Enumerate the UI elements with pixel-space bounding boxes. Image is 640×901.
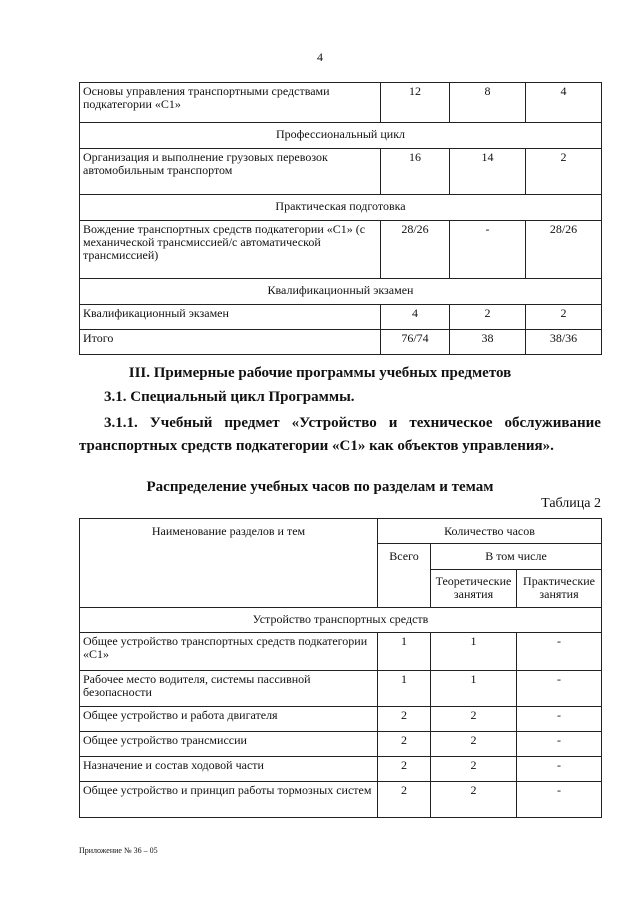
row-total: 76/74 bbox=[381, 330, 450, 355]
column-header-total: Всего bbox=[378, 544, 431, 608]
heading-word: Учебный bbox=[149, 415, 213, 431]
row-name: Общее устройство трансмиссии bbox=[80, 732, 378, 757]
table-row bbox=[80, 221, 602, 279]
row-practice: 2 bbox=[526, 149, 602, 195]
section-name: Профессиональный цикл bbox=[80, 123, 602, 149]
row-total: 1 bbox=[378, 671, 431, 707]
column-header-theory: Теоретические занятия bbox=[431, 570, 517, 608]
table-row bbox=[80, 305, 602, 330]
heading-word: предмет bbox=[224, 415, 280, 431]
row-name: Итого bbox=[80, 330, 381, 355]
subject-heading-line1 bbox=[104, 415, 601, 432]
row-name: Назначение и состав ходовой части bbox=[80, 757, 378, 782]
heading-word: и bbox=[388, 415, 398, 431]
section-heading: III. Примерные рабочие программы учебных предметов bbox=[128, 365, 512, 381]
distribution-heading: Распределение учебных часов по разделам и темам bbox=[146, 479, 494, 495]
row-theory: 1 bbox=[431, 633, 517, 671]
table-row bbox=[80, 671, 602, 707]
row-theory: 2 bbox=[450, 305, 526, 330]
heading-word: техническое bbox=[409, 415, 493, 431]
row-name: Общее устройство транспортных средств подкатегории «С1» bbox=[80, 633, 378, 671]
row-theory: 8 bbox=[450, 83, 526, 123]
row-theory: 2 bbox=[431, 782, 517, 818]
table-row bbox=[80, 707, 602, 732]
row-total: 28/26 bbox=[381, 221, 450, 279]
row-total: 4 bbox=[381, 305, 450, 330]
row-name: Организация и выполнение грузовых перевозок автомобильным транспортом bbox=[80, 149, 381, 195]
heading-word: обслуживание bbox=[504, 415, 601, 431]
row-name: Основы управления транспортными средствами подкатегории «С1» bbox=[80, 83, 381, 123]
row-name: Общее устройство и работа двигателя bbox=[80, 707, 378, 732]
page-number: 4 bbox=[317, 50, 323, 64]
column-header-hours: Количество часов bbox=[378, 519, 602, 544]
row-total: 2 bbox=[378, 732, 431, 757]
table-row bbox=[80, 732, 602, 757]
table-row bbox=[80, 633, 602, 671]
row-total: 2 bbox=[378, 757, 431, 782]
row-practice: - bbox=[517, 732, 602, 757]
hours-table bbox=[79, 518, 602, 818]
section-name: Практическая подготовка bbox=[80, 195, 602, 221]
section-row bbox=[80, 123, 602, 149]
row-theory: 2 bbox=[431, 707, 517, 732]
row-total: 1 bbox=[378, 633, 431, 671]
table-row bbox=[80, 782, 602, 818]
row-total: 16 bbox=[381, 149, 450, 195]
table-row bbox=[80, 83, 602, 123]
section-name: Квалификационный экзамен bbox=[80, 279, 602, 305]
footer-note: Приложение № 36 – 05 bbox=[79, 846, 158, 855]
row-practice: - bbox=[517, 757, 602, 782]
table-row bbox=[80, 757, 602, 782]
section-row: Устройство транспортных средств bbox=[80, 608, 602, 633]
row-total: 2 bbox=[378, 707, 431, 732]
curriculum-table bbox=[79, 82, 602, 355]
row-theory: 1 bbox=[431, 671, 517, 707]
section-row bbox=[80, 279, 602, 305]
column-header-practice: Практические занятия bbox=[517, 570, 602, 608]
row-theory: 2 bbox=[431, 757, 517, 782]
subject-heading-line2: транспортных средств подкатегории «С1» как объектов управления». bbox=[79, 438, 554, 454]
row-practice: - bbox=[517, 782, 602, 818]
row-total: 2 bbox=[378, 782, 431, 818]
column-header-name: Наименование разделов и тем bbox=[80, 519, 378, 608]
row-practice: 2 bbox=[526, 305, 602, 330]
row-name: Квалификационный экзамен bbox=[80, 305, 381, 330]
row-practice: 4 bbox=[526, 83, 602, 123]
row-theory: 38 bbox=[450, 330, 526, 355]
heading-word: «Устройство bbox=[291, 415, 377, 431]
subsection-heading: 3.1. Специальный цикл Программы. bbox=[104, 389, 355, 405]
row-theory: - bbox=[450, 221, 526, 279]
row-practice: 38/36 bbox=[526, 330, 602, 355]
row-theory: 14 bbox=[450, 149, 526, 195]
row-name: Рабочее место водителя, системы пассивной безопасности bbox=[80, 671, 378, 707]
row-practice: 28/26 bbox=[526, 221, 602, 279]
row-practice: - bbox=[517, 671, 602, 707]
table-row bbox=[80, 149, 602, 195]
table-row bbox=[80, 330, 602, 355]
row-theory: 2 bbox=[431, 732, 517, 757]
section-row bbox=[80, 195, 602, 221]
row-practice: - bbox=[517, 707, 602, 732]
row-name: Вождение транспортных средств подкатегории «С1» (с механической трансмиссией/с автоматической трансмиссией) bbox=[80, 221, 381, 279]
row-practice: - bbox=[517, 633, 602, 671]
table-caption: Таблица 2 bbox=[541, 496, 601, 511]
column-header-including: В том числе bbox=[431, 544, 602, 570]
heading-word: 3.1.1. bbox=[104, 415, 138, 431]
row-name: Общее устройство и принцип работы тормозных систем bbox=[80, 782, 378, 818]
row-total: 12 bbox=[381, 83, 450, 123]
